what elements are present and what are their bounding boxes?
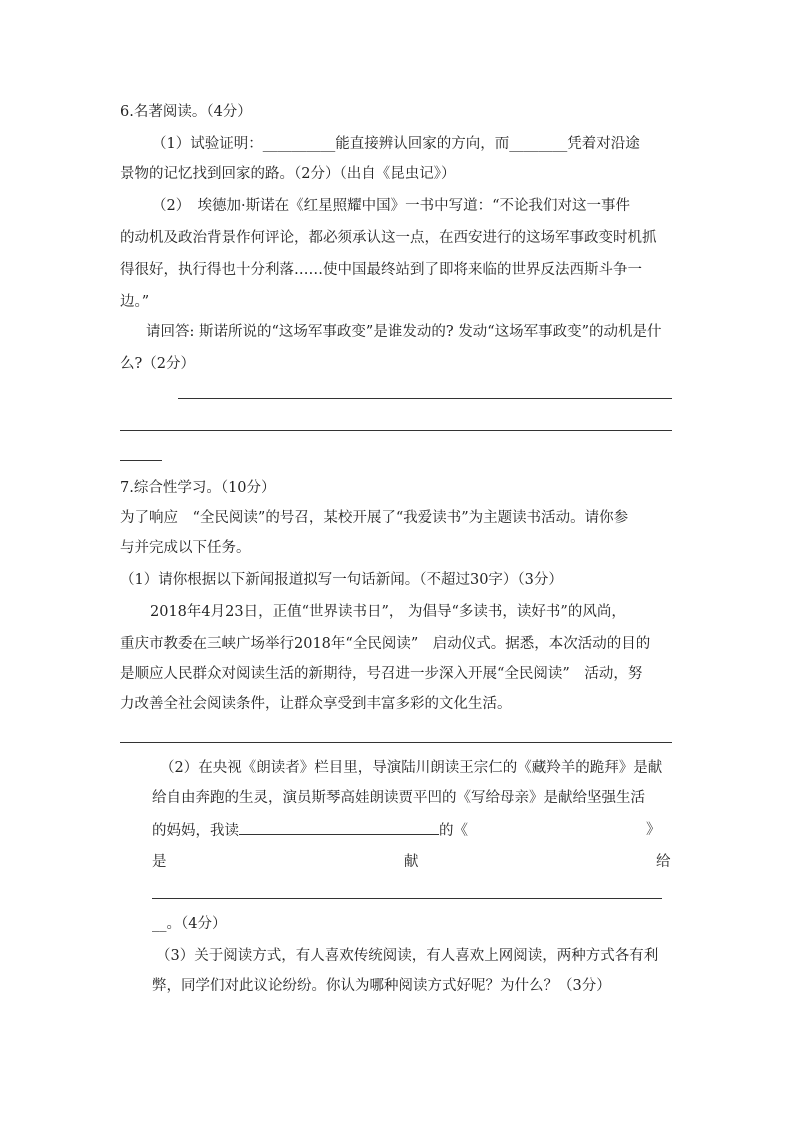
q7-task2-line3-text-a: 的妈妈，我读 (152, 823, 239, 839)
q6-part2-line4: 边。” (120, 294, 150, 310)
q7-task2-line4-xian: 献 (404, 854, 419, 870)
q7-title: 7.综合性学习。（10分） (120, 480, 276, 496)
q6-title: 6.名著阅读。（4分） (120, 104, 252, 120)
q7-task2-answer-line[interactable] (152, 898, 662, 899)
q6-part1-line2: 景物的记忆找到回家的路。（2分）（出自《昆虫记》） (120, 166, 456, 182)
q7-task2-line1: （2）在央视《朗读者》栏目里，导演陆川朗读王宗仁的《藏羚羊的跪拜》是献 (160, 760, 663, 776)
q6-answer-line-2[interactable] (120, 430, 672, 431)
q6-ask-line1: 请回答: 斯诺所说的“这场军事政变”是谁发动的? 发动“这场军事政变”的动机是什 (146, 324, 662, 340)
q7-task2-line5 (152, 914, 226, 934)
q6-part1-blank1[interactable]: __________ (262, 136, 336, 152)
q7-task2-line5-blank[interactable]: __ (152, 916, 167, 932)
q7-task2-line5-score: 。（4分） (166, 916, 227, 932)
q7-task2-line4-shi: 是 (152, 854, 167, 870)
q7-news-line4: 力改善全社会阅读条件，让群众享受到丰富多彩的文化生活。 (120, 696, 512, 712)
q7-news-line2: 重庆市教委在三峡广场举行2018年“全民阅读” 启动仪式。据悉，本次活动的目的 (120, 636, 651, 652)
q6-ask-line2: 么?（2分） (120, 356, 195, 372)
q6-part2-line2: 的动机及政治背景作何评论，都必须承认这一点，在西安进行的这场军事政变时机抓 (120, 230, 657, 246)
q7-intro-line1: 为了响应 “全民阅读”的号召，某校开展了“我爱读书”为主题读书活动。请你参 (120, 510, 629, 526)
q7-news-line1: 2018年4月23日，正值“世界读书日”， 为倡导“多读书，读好书”的风尚， (150, 604, 626, 620)
q7-task2-line3-text-b: 的《 (439, 823, 468, 839)
q7-task2-line4-gei: 给 (656, 854, 671, 870)
q6-part1-blank2[interactable]: ________ (509, 136, 568, 152)
q7-task1-answer-line[interactable] (120, 742, 672, 743)
q6-part2-line3: 得很好，执行得也十分利落……使中国最终站到了即将来临的世界反法西斯斗争一 (120, 262, 642, 278)
q7-task1-title: （1）请你根据以下新闻报道拟写一句话新闻。（不超过30字）（3分） (120, 572, 563, 588)
q7-news-line3: 是顺应人民群众对阅读生活的新期待，号召进一步深入开展“全民阅读” 活动，努 (120, 666, 643, 682)
q6-part1-text-c: 凭着对沿途 (567, 136, 640, 152)
q6-part1-text-a: （1）试验证明： (152, 136, 263, 152)
q6-answer-line-3[interactable] (120, 460, 162, 461)
q7-task3-line1: （3）关于阅读方式，有人喜欢传统阅读，有人喜欢上网阅读，两种方式各有利 (156, 948, 659, 964)
q6-part1-line1 (152, 134, 640, 154)
q7-task3-line2: 弊，同学们对此议论纷纷。你认为哪种阅读方式好呢？为什么？（3分） (152, 978, 611, 994)
q7-intro-line2: 与并完成以下任务。 (120, 540, 251, 556)
q7-task2-book-blank[interactable] (239, 820, 439, 835)
q6-part2-line1: （2） 埃德加·斯诺在《红星照耀中国》一书中写道：“不论我们对这一事件 (152, 198, 630, 214)
q6-answer-line-1[interactable] (178, 398, 672, 399)
q7-task2-line3 (152, 820, 672, 841)
q6-part1-text-b: 能直接辨认回家的方向，而 (335, 136, 510, 152)
q7-task2-line3-text-c: 》 (646, 822, 661, 838)
q7-task2-line2: 给自由奔跑的生灵，演员斯琴高娃朗读贾平凹的《写给母亲》是献给坚强生活 (152, 790, 645, 806)
